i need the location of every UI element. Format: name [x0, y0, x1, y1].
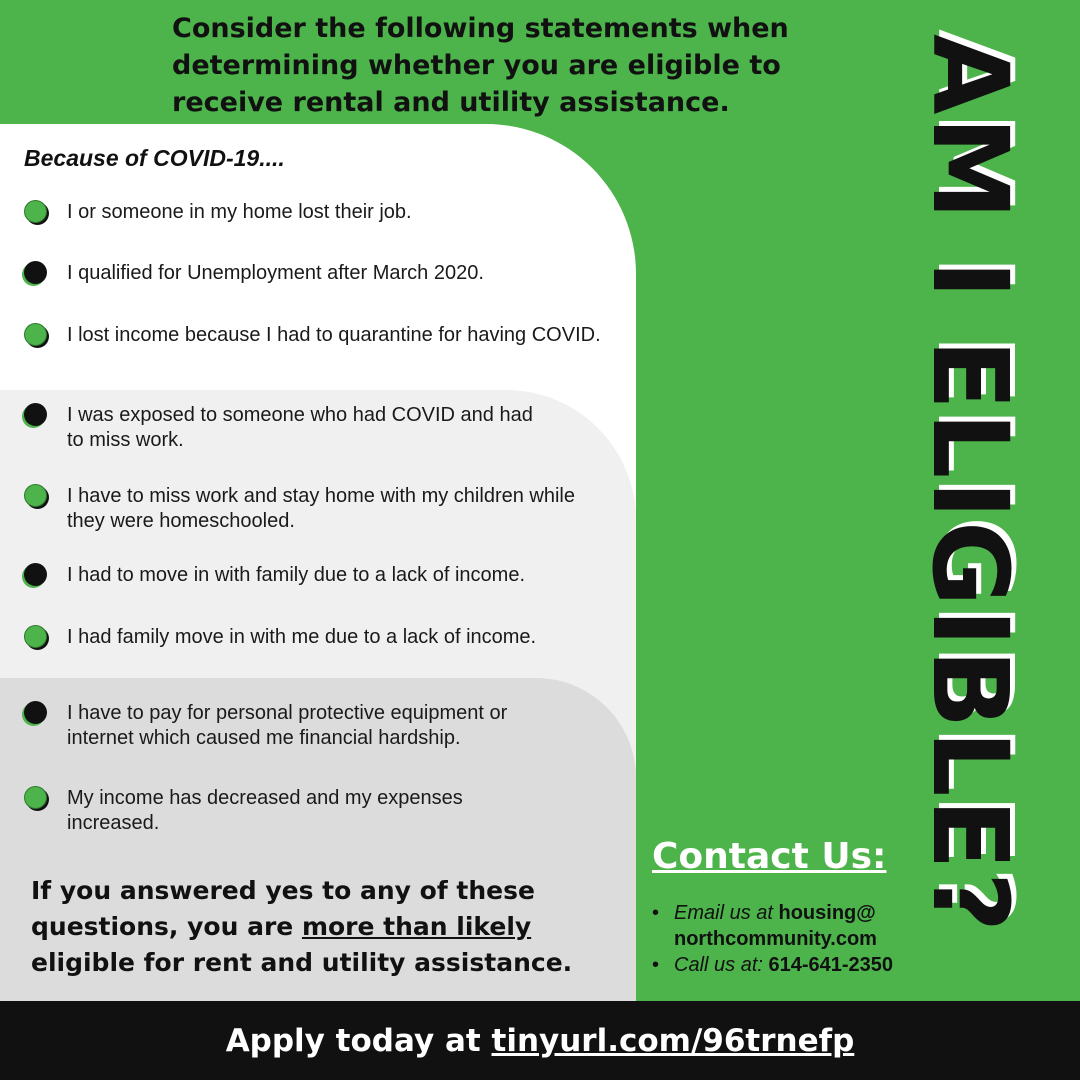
footer-text [226, 1023, 855, 1059]
contact-email-item [652, 900, 932, 952]
phone-number[interactable]: 614-641-2350 [768, 954, 894, 976]
conclusion-part1: If you answered yes to any of these questions, you are [31, 876, 535, 941]
email-label: Email us at [674, 902, 779, 924]
list-item [24, 484, 614, 534]
black-dot-icon [24, 403, 47, 426]
list-item [24, 786, 614, 836]
conclusion-emphasis: more than likely [301, 912, 532, 941]
apply-link[interactable]: tinyurl.com/96trnefp [491, 1022, 855, 1059]
header-text: Consider the following statements when determining whether you are eligible to receive rental and utility assistance. [172, 13, 789, 118]
intro-heading: Because of COVID-19.... [24, 145, 285, 171]
list-item-text: I had to move in with family due to a lack of income. [67, 564, 525, 586]
list-item [24, 200, 614, 225]
list-item [24, 563, 614, 588]
phone-label: Call us at: [674, 954, 769, 976]
email-link[interactable]: housing@ northcommunity.com [674, 902, 877, 950]
list-item-text: I or someone in my home lost their job. [67, 201, 412, 223]
contact-phone-item [652, 952, 932, 978]
list-item-text: I had family move in with me due to a lack of income. [67, 626, 537, 648]
black-dot-icon [24, 261, 47, 284]
footer-bar [0, 1001, 1080, 1080]
conclusion-part2: eligible for rent and utility assistance. [31, 948, 573, 977]
list-item [24, 261, 614, 286]
footer-prefix: Apply today at [225, 1022, 492, 1059]
contact-list [652, 900, 932, 978]
list-item [24, 323, 614, 348]
list-item [24, 701, 614, 751]
list-item-text: I lost income because I had to quarantine for having COVID. [67, 324, 601, 346]
list-item-text: I was exposed to someone who had COVID and had to miss work. [67, 404, 533, 451]
list-item-text: I have to miss work and stay home with my children while they were homeschooled. [67, 485, 575, 532]
conclusion-text [31, 873, 621, 981]
green-dot-icon [24, 625, 47, 648]
green-dot-icon [24, 484, 47, 507]
black-dot-icon [24, 563, 47, 586]
list-item [24, 403, 614, 453]
list-item [24, 625, 614, 650]
list-item-text: I qualified for Unemployment after March 2020. [67, 262, 484, 284]
list-item-text: My income has decreased and my expenses increased. [67, 787, 463, 834]
contact-title: Contact Us: [652, 836, 887, 877]
green-dot-icon [24, 200, 47, 223]
am-i-eligible-title: AM I ELIGIBLE? [909, 33, 1031, 935]
list-item-text: I have to pay for personal protective equipment or internet which caused me financial hardship. [67, 702, 508, 749]
green-dot-icon [24, 786, 47, 809]
green-dot-icon [24, 323, 47, 346]
black-dot-icon [24, 701, 47, 724]
